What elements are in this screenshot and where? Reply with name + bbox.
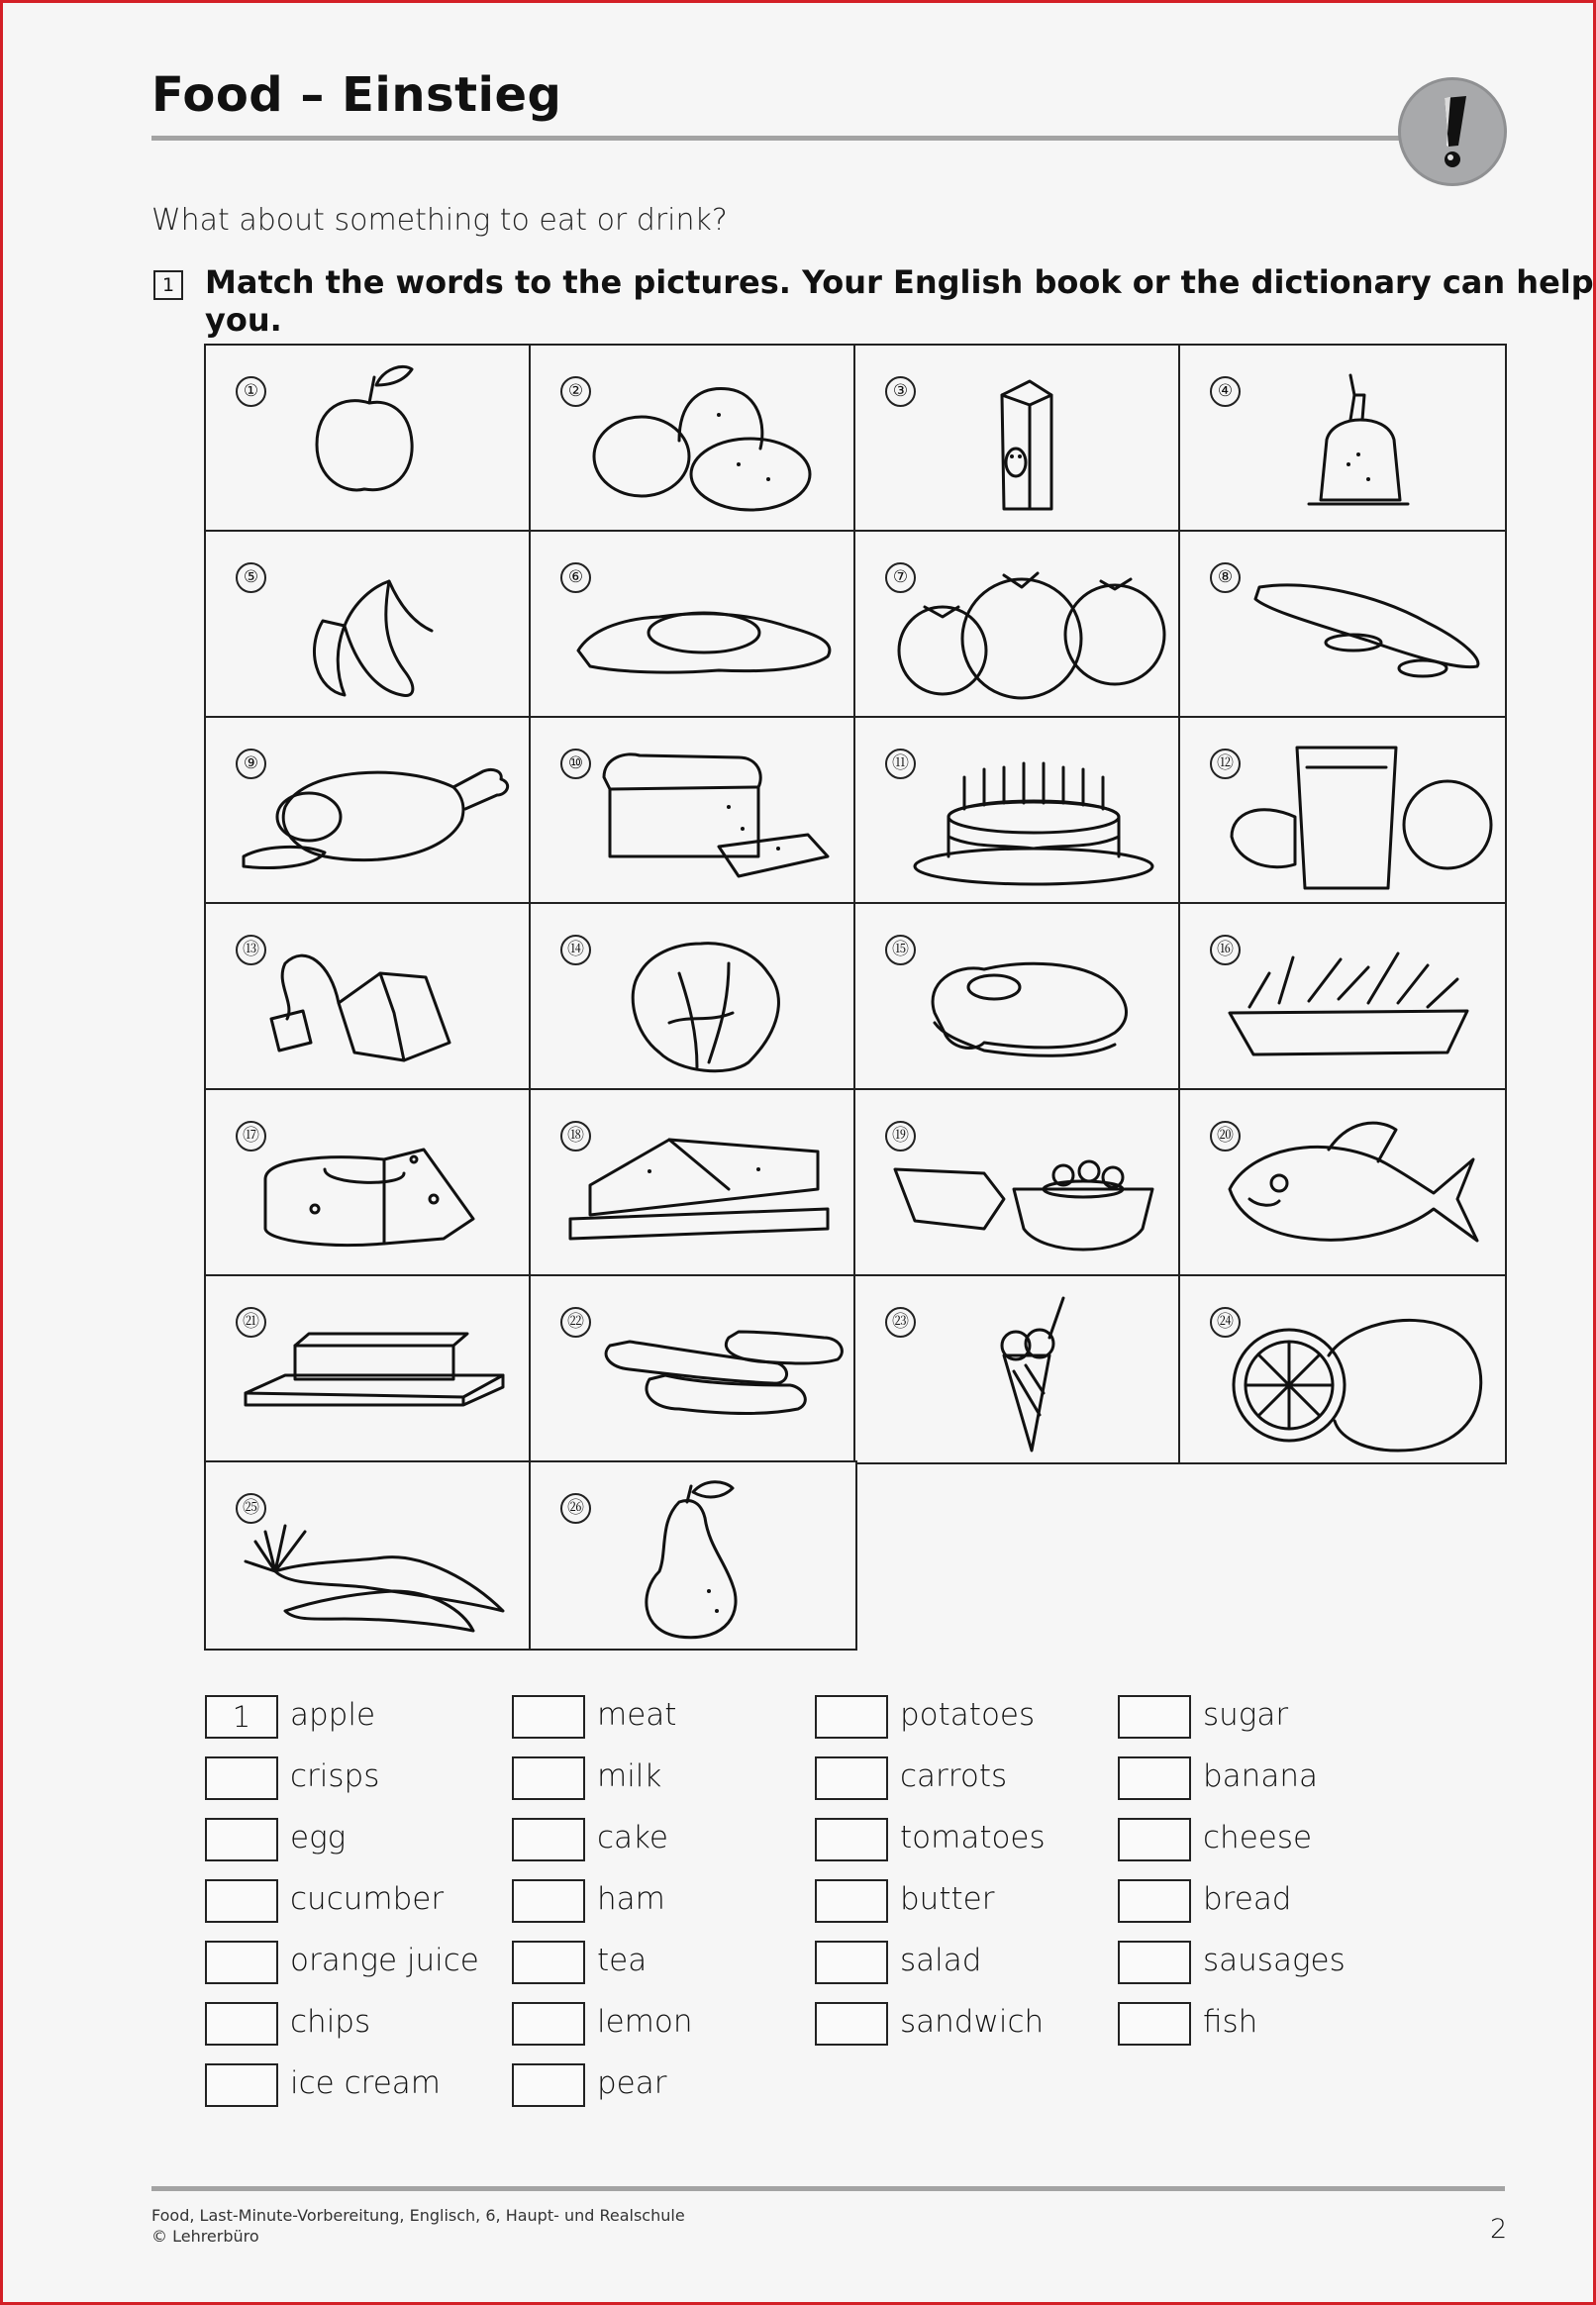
answer-box[interactable] (205, 1818, 278, 1861)
answer-box[interactable] (512, 2002, 585, 2046)
word-label: crisps (290, 1758, 380, 1794)
picture-cell (1178, 716, 1507, 906)
word-label: milk (597, 1758, 662, 1794)
picture-number: ⑪ (885, 749, 916, 779)
answer-box[interactable] (512, 1879, 585, 1923)
answer-box[interactable] (815, 2002, 888, 2046)
page-number: 2 (1490, 2214, 1508, 2245)
picture-number: ㉕ (236, 1493, 266, 1524)
picture-cell (1178, 1274, 1507, 1464)
picture-cell (204, 1460, 533, 1651)
answer-box[interactable] (1118, 1695, 1191, 1739)
title-divider (151, 136, 1409, 141)
picture-number: ② (560, 376, 591, 407)
answer-box[interactable] (205, 2002, 278, 2046)
word-label: cake (597, 1820, 668, 1855)
exclamation-badge-icon (1398, 77, 1507, 186)
picture-number: ⑦ (885, 562, 916, 593)
picture-number: ⑳ (1210, 1121, 1241, 1152)
picture-number: ⑫ (1210, 749, 1241, 779)
answer-box[interactable] (205, 1879, 278, 1923)
picture-cell (204, 902, 533, 1092)
answer-box[interactable] (1118, 2002, 1191, 2046)
picture-number: ⑬ (236, 935, 266, 965)
picture-number: ⑲ (885, 1121, 916, 1152)
picture-cell (853, 716, 1182, 906)
picture-number: ㉖ (560, 1493, 591, 1524)
word-label: tea (597, 1943, 648, 1978)
picture-number: ⑤ (236, 562, 266, 593)
answer-box[interactable] (1118, 1818, 1191, 1861)
page-title: Food – Einstieg (151, 67, 562, 123)
picture-number: ⑭ (560, 935, 591, 965)
picture-number: ⑯ (1210, 935, 1241, 965)
word-label: egg (290, 1820, 347, 1855)
answer-box[interactable] (205, 1941, 278, 1984)
picture-number: ㉔ (1210, 1307, 1241, 1338)
answer-box[interactable] (1118, 1756, 1191, 1800)
answer-box[interactable]: 1 (205, 1695, 278, 1739)
picture-cell (204, 1088, 533, 1278)
picture-cell (204, 530, 533, 720)
answer-box[interactable] (815, 1818, 888, 1861)
word-label: lemon (597, 2004, 693, 2040)
word-label: sugar (1203, 1697, 1289, 1733)
picture-cell (853, 902, 1182, 1092)
word-label: salad (900, 1943, 982, 1978)
word-label: chips (290, 2004, 371, 2040)
word-label: pear (597, 2065, 667, 2101)
footer-copyright: © Lehrerbüro (151, 2227, 259, 2246)
word-label: carrots (900, 1758, 1008, 1794)
picture-cell (1178, 902, 1507, 1092)
word-label: orange juice (290, 1943, 479, 1978)
word-label: fish (1203, 2004, 1258, 2040)
picture-cell (853, 1088, 1182, 1278)
picture-number: ⑱ (560, 1121, 591, 1152)
word-label: tomatoes (900, 1820, 1046, 1855)
picture-cell (1178, 530, 1507, 720)
word-label: butter (900, 1881, 995, 1917)
footer-source: Food, Last-Minute-Vorbereitung, Englisch, 6, Haupt- und Realschule (151, 2206, 685, 2225)
word-label: apple (290, 1697, 376, 1733)
picture-number: ③ (885, 376, 916, 407)
intro-question: What about something to eat or drink? (151, 203, 728, 238)
picture-cell (1178, 344, 1507, 534)
picture-number: ⑨ (236, 749, 266, 779)
word-label: sausages (1203, 1943, 1346, 1978)
answer-box[interactable] (512, 1941, 585, 1984)
picture-cell (529, 1460, 857, 1651)
picture-cell (529, 902, 857, 1092)
answer-box[interactable] (815, 1879, 888, 1923)
picture-number: ㉒ (560, 1307, 591, 1338)
picture-cell (204, 344, 533, 534)
word-label: cucumber (290, 1881, 445, 1917)
word-label: bread (1203, 1881, 1292, 1917)
picture-number: ⑧ (1210, 562, 1241, 593)
task-instruction: Match the words to the pictures. Your English book or the dictionary can help you. (205, 263, 1594, 339)
answer-box[interactable] (512, 1695, 585, 1739)
footer-divider (151, 2186, 1505, 2191)
word-label: cheese (1203, 1820, 1313, 1855)
answer-box[interactable] (1118, 1879, 1191, 1923)
word-label: meat (597, 1697, 677, 1733)
answer-box[interactable] (512, 1756, 585, 1800)
word-label: potatoes (900, 1697, 1036, 1733)
word-label: banana (1203, 1758, 1318, 1794)
picture-cell (204, 1274, 533, 1464)
picture-cell (529, 344, 857, 534)
word-label: ham (597, 1881, 665, 1917)
picture-number: ④ (1210, 376, 1241, 407)
task-number: 1 (153, 270, 183, 300)
picture-number: ㉑ (236, 1307, 266, 1338)
word-list (205, 1695, 1492, 2121)
picture-number: ① (236, 376, 266, 407)
picture-number: ⑩ (560, 749, 591, 779)
picture-cell (529, 1088, 857, 1278)
picture-cell (853, 1274, 1182, 1464)
answer-box[interactable] (205, 2063, 278, 2107)
word-label: ice cream (290, 2065, 441, 2101)
picture-cell (529, 530, 857, 720)
picture-number: ⑮ (885, 935, 916, 965)
word-label: sandwich (900, 2004, 1045, 2040)
picture-cell (529, 1274, 857, 1464)
answer-box[interactable] (815, 1756, 888, 1800)
picture-cell (529, 716, 857, 906)
answer-box[interactable] (1118, 1941, 1191, 1984)
answer-box[interactable] (512, 2063, 585, 2107)
answer-box[interactable] (815, 1695, 888, 1739)
picture-cell (853, 530, 1182, 720)
picture-number: ⑥ (560, 562, 591, 593)
picture-cell (1178, 1088, 1507, 1278)
answer-box[interactable] (815, 1941, 888, 1984)
picture-number: ⑰ (236, 1121, 266, 1152)
picture-cell (204, 716, 533, 906)
answer-box[interactable] (205, 1756, 278, 1800)
answer-box[interactable] (512, 1818, 585, 1861)
picture-number: ㉓ (885, 1307, 916, 1338)
picture-grid (205, 345, 1507, 1649)
picture-cell (853, 344, 1182, 534)
